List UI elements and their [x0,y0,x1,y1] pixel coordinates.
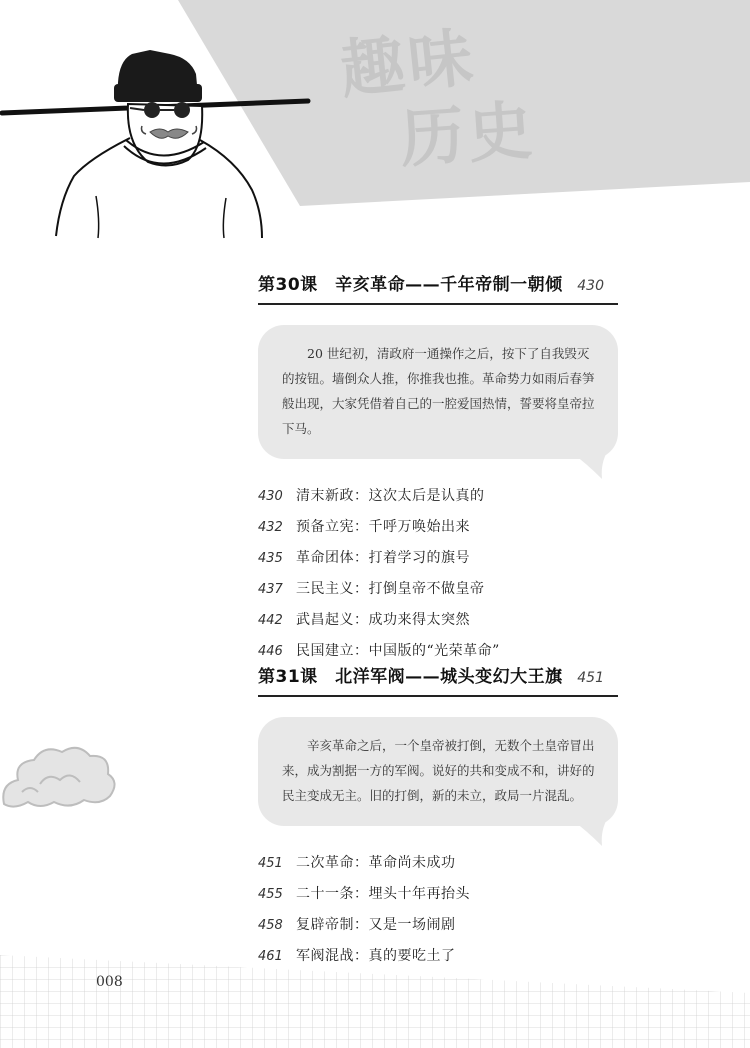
intro-text: 辛亥革命之后，一个皇帝被打倒，无数个土皇帝冒出来，成为割据一方的军阀。说好的共和变成不和，讲好的民主变成无主。旧的打倒，新的未立，政局一片混乱。 [282,738,595,803]
brand-line-1: 趣味 [336,20,480,109]
brand-title [336,18,640,178]
item-page: 437 [258,582,283,597]
list-item[interactable] [258,547,618,578]
item-text: 二次革命：革命尚未成功 [296,855,456,871]
list-item[interactable] [258,609,618,640]
intro-text: 20 世纪初，清政府一通操作之后，按下了自我毁灭的按钮。墙倒众人推，你推我也推。革命势力如雨后春笋般出现，大家凭借着自己的一腔爱国热情，誓要将皇帝拉下马。 [282,346,595,436]
official-figure-illustration [0,40,330,250]
list-item[interactable] [258,914,618,945]
item-text: 武昌起义：成功来得太突然 [296,612,470,628]
chapter-heading[interactable] [258,662,618,697]
list-item[interactable] [258,883,618,914]
chapter-page: 451 [577,670,604,686]
item-page: 461 [258,949,283,964]
list-item[interactable] [258,516,618,547]
item-page: 455 [258,887,283,902]
chapter-30 [258,270,618,671]
section-list [258,485,618,671]
item-text: 二十一条：埋头十年再抬头 [296,886,470,902]
list-item[interactable] [258,485,618,516]
item-text: 革命团体：打着学习的旗号 [296,550,470,566]
grid-paper-band [0,955,750,1048]
intro-bubble [258,325,618,459]
item-text: 复辟帝制：又是一场闹剧 [296,917,456,933]
list-item[interactable] [258,578,618,609]
chapter-31 [258,662,618,976]
item-page: 430 [258,489,283,504]
item-text: 清末新政：这次太后是认真的 [296,488,485,504]
intro-bubble [258,717,618,826]
cloud-decoration-icon [0,740,120,812]
item-text: 预备立宪：千呼万唤始出来 [296,519,470,535]
item-page: 435 [258,551,283,566]
item-page: 451 [258,856,283,871]
chapter-title: 第31课 北洋军阀——城头变幻大王旗 [258,667,563,687]
item-page: 446 [258,644,283,659]
item-page: 458 [258,918,283,933]
item-page: 432 [258,520,283,535]
chapter-page: 430 [577,278,604,294]
speech-tail-icon [572,445,612,479]
chapter-heading[interactable] [258,270,618,305]
item-text: 民国建立：中国版的“光荣革命” [296,643,500,659]
item-text: 三民主义：打倒皇帝不做皇帝 [296,581,485,597]
speech-tail-icon [572,812,612,846]
list-item[interactable] [258,852,618,883]
chapter-title: 第30课 辛亥革命——千年帝制一朝倾 [258,275,563,295]
item-text: 军阀混战：真的要吃土了 [296,948,456,964]
page-number: 008 [96,974,123,990]
brand-line-2: 历史 [397,93,539,178]
item-page: 442 [258,613,283,628]
